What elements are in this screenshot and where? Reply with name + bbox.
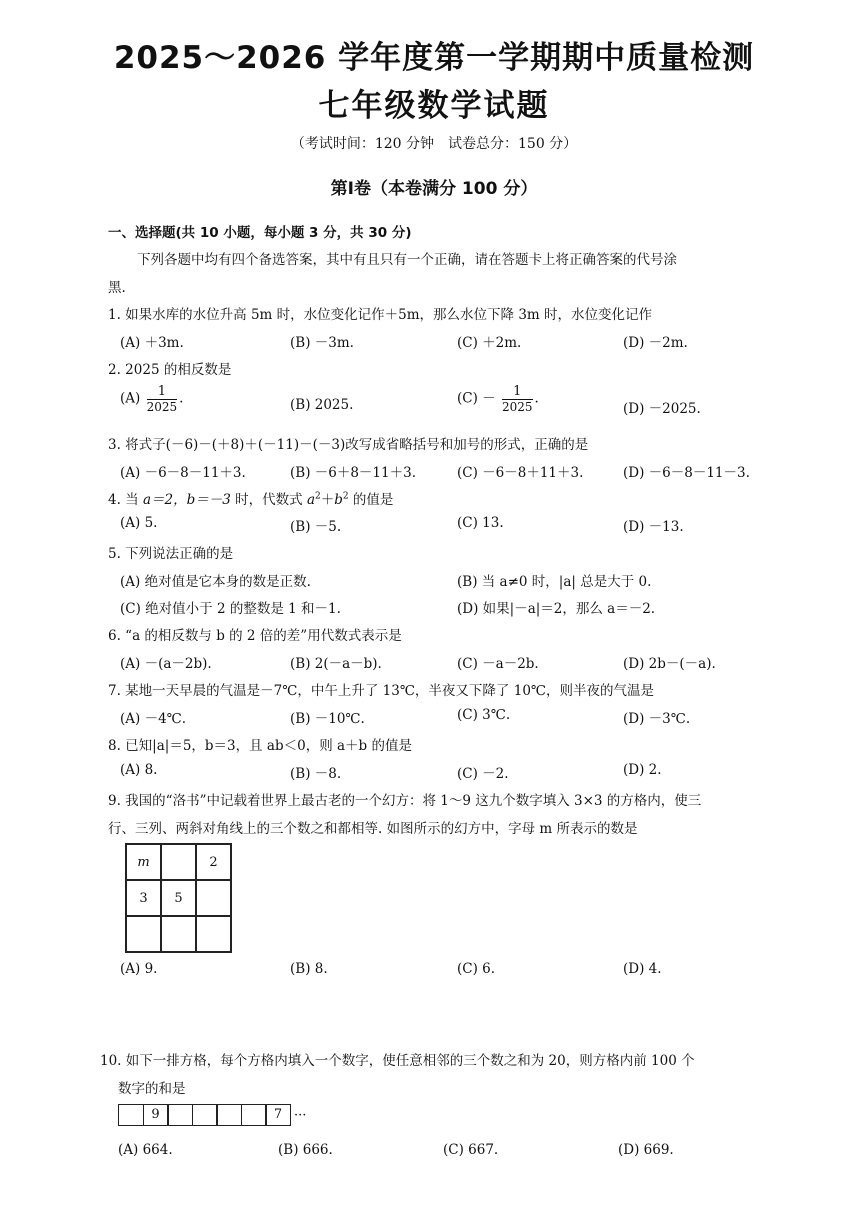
question-9-stem-line-1: 9. 我国的“洛书”中记载着世界上最古老的一个幻方：将 1～9 这九个数字填入 3×3 的方格内，使三 [108,793,702,809]
question-8-option-d: (D) 2. [623,762,662,778]
question-8-stem: 8. 已知|a|＝5，b＝3，且 ab＜0，则 a＋b 的值是 [108,738,412,754]
question-5-option-d: (D) 如果|－a|＝2，那么 a＝－2. [457,601,656,617]
question-8-option-b: (B) －8. [290,766,342,782]
question-4-stem [108,488,393,508]
grid-cell [196,916,231,952]
fraction-denominator: 2025 [501,400,533,414]
ellipsis: ··· [294,1107,307,1123]
question-10-option-c: (C) 667. [443,1142,499,1158]
strip-cell: 9 [143,1104,169,1126]
strip-cell: 7 [265,1104,291,1126]
stem-middle: 时，代数式 [230,492,307,508]
magic-square-grid [125,843,232,953]
variable-b: b [334,492,343,508]
instruction-line-1: 下列各题中均有四个备选答案，其中有且只有一个正确，请在答题卡上将正确答案的代号涂 [137,252,677,268]
part-title: 第Ⅰ卷（本卷满分 100 分） [330,179,538,199]
grid-row [126,916,231,952]
option-label: (C) － [457,390,496,407]
exponent: 2 [315,491,321,502]
question-2-stem: 2. 2025 的相反数是 [108,362,232,378]
grid-cell: 3 [126,880,161,916]
question-10-option-d: (D) 669. [618,1142,674,1158]
question-4-option-d: (D) －13. [623,519,684,535]
question-9-option-b: (B) 8. [290,961,328,977]
fraction [502,385,533,413]
exponent: 2 [342,491,349,502]
strip-cell [241,1104,267,1126]
fraction-numerator: 1 [147,385,178,400]
grid-cell [126,916,161,952]
stem-prefix: 4. 当 [108,492,143,508]
question-10-stem-line-2: 数字的和是 [118,1081,186,1097]
question-1-option-b: (B) －3m. [290,335,354,351]
strip-cell [192,1104,218,1126]
strip-cell [216,1104,242,1126]
grid-cell: 5 [161,880,196,916]
grid-row [126,880,231,916]
question-6-stem: 6. “a 的相反数与 b 的 2 倍的差”用代数式表示是 [108,628,402,644]
question-2-option-a [120,385,183,413]
question-10-option-a: (A) 664. [118,1142,173,1158]
option-tail: . [179,390,184,407]
question-2-option-c [457,385,539,413]
section-heading: 一、选择题(共 10 小题，每小题 3 分，共 30 分) [108,225,412,241]
question-8-option-c: (C) －2. [457,766,509,782]
question-5-option-a: (A) 绝对值是它本身的数是正数. [120,574,311,590]
fraction-numerator: 1 [502,385,533,400]
grid-cell [161,916,196,952]
question-7-option-c: (C) 3℃. [457,707,511,723]
option-tail: . [534,390,539,407]
plus-sign: ＋ [320,492,335,508]
number-strip [118,1104,306,1126]
grid-cell: 2 [196,844,231,880]
question-3-option-a: (A) －6－8－11＋3. [120,465,246,481]
question-5-option-c: (C) 绝对值小于 2 的整数是 1 和－1. [120,601,341,617]
question-1-option-d: (D) －2m. [623,335,688,351]
exam-info: （考试时间：120 分钟 试卷总分：150 分） [290,136,578,152]
variable-a: a [306,492,315,508]
stem-end: 的值是 [348,492,394,508]
question-7-option-b: (B) －10℃. [290,711,365,727]
question-2-option-d: (D) －2025. [623,401,701,417]
question-7-option-d: (D) －3℃. [623,711,691,727]
question-9-stem-line-2: 行、三列、两斜对角线上的三个数之和都相等. 如图所示的幻方中，字母 m 所表示的数是 [108,821,638,837]
question-9-option-c: (C) 6. [457,961,496,977]
question-2-option-b: (B) 2025. [290,397,354,413]
question-6-option-c: (C) －a－2b. [457,656,539,672]
question-9-option-d: (D) 4. [623,961,662,977]
question-4-option-b: (B) －5. [290,519,342,535]
question-1-option-c: (C) ＋2m. [457,335,522,351]
question-10-stem-line-1: 10. 如下一排方格，每个方格内填入一个数字，使任意相邻的三个数之和为 20，则方格内前 100 个 [100,1053,695,1069]
question-3-option-d: (D) －6－8－11－3. [623,465,750,481]
instruction-line-2: 黑. [108,280,126,296]
strip-cell [118,1104,144,1126]
question-6-option-d: (D) 2b－(－a). [623,656,716,672]
question-8-option-a: (A) 8. [120,762,158,778]
question-3-option-b: (B) －6＋8－11＋3. [290,465,416,481]
question-5-stem: 5. 下列说法正确的是 [108,546,234,562]
grid-cell [126,844,161,880]
question-3-stem: 3. 将式子(－6)－(＋8)＋(－11)－(－3)改写成省略括号和加号的形式，正确的是 [108,437,589,453]
question-5-option-b: (B) 当 a≠0 时，|a| 总是大于 0. [457,574,652,590]
option-label: (A) [120,390,141,407]
grid-cell [196,880,231,916]
question-6-option-a: (A) －(a－2b). [120,656,212,672]
question-6-option-b: (B) 2(－a－b). [290,656,382,672]
question-4-option-a: (A) 5. [120,515,158,531]
question-9-option-a: (A) 9. [120,961,158,977]
fraction-denominator: 2025 [146,400,178,414]
question-10-option-b: (B) 666. [278,1142,333,1158]
stem-condition: a＝2，b＝－3 [142,492,231,508]
grid-row [126,844,231,880]
question-7-stem: 7. 某地一天早晨的气温是－7℃，中午上升了 13℃，半夜又下降了 10℃，则半夜的气温是 [108,683,655,699]
fraction [147,385,178,413]
question-3-option-c: (C) －6－8＋11＋3. [457,465,584,481]
question-4-option-c: (C) 13. [457,515,504,531]
exam-subtitle: 七年级数学试题 [318,88,550,124]
question-1-stem: 1. 如果水库的水位升高 5m 时，水位变化记作＋5m，那么水位下降 3m 时，水位变化记作 [108,307,653,323]
grid-cell [161,844,196,880]
strip-cell [167,1104,193,1126]
question-1-option-a: (A) ＋3m. [120,335,184,351]
grid-cell-value: m [137,854,150,870]
exam-title: 2025～2026 学年度第一学期期中质量检测 [113,40,755,76]
question-7-option-a: (A) －4℃. [120,711,187,727]
